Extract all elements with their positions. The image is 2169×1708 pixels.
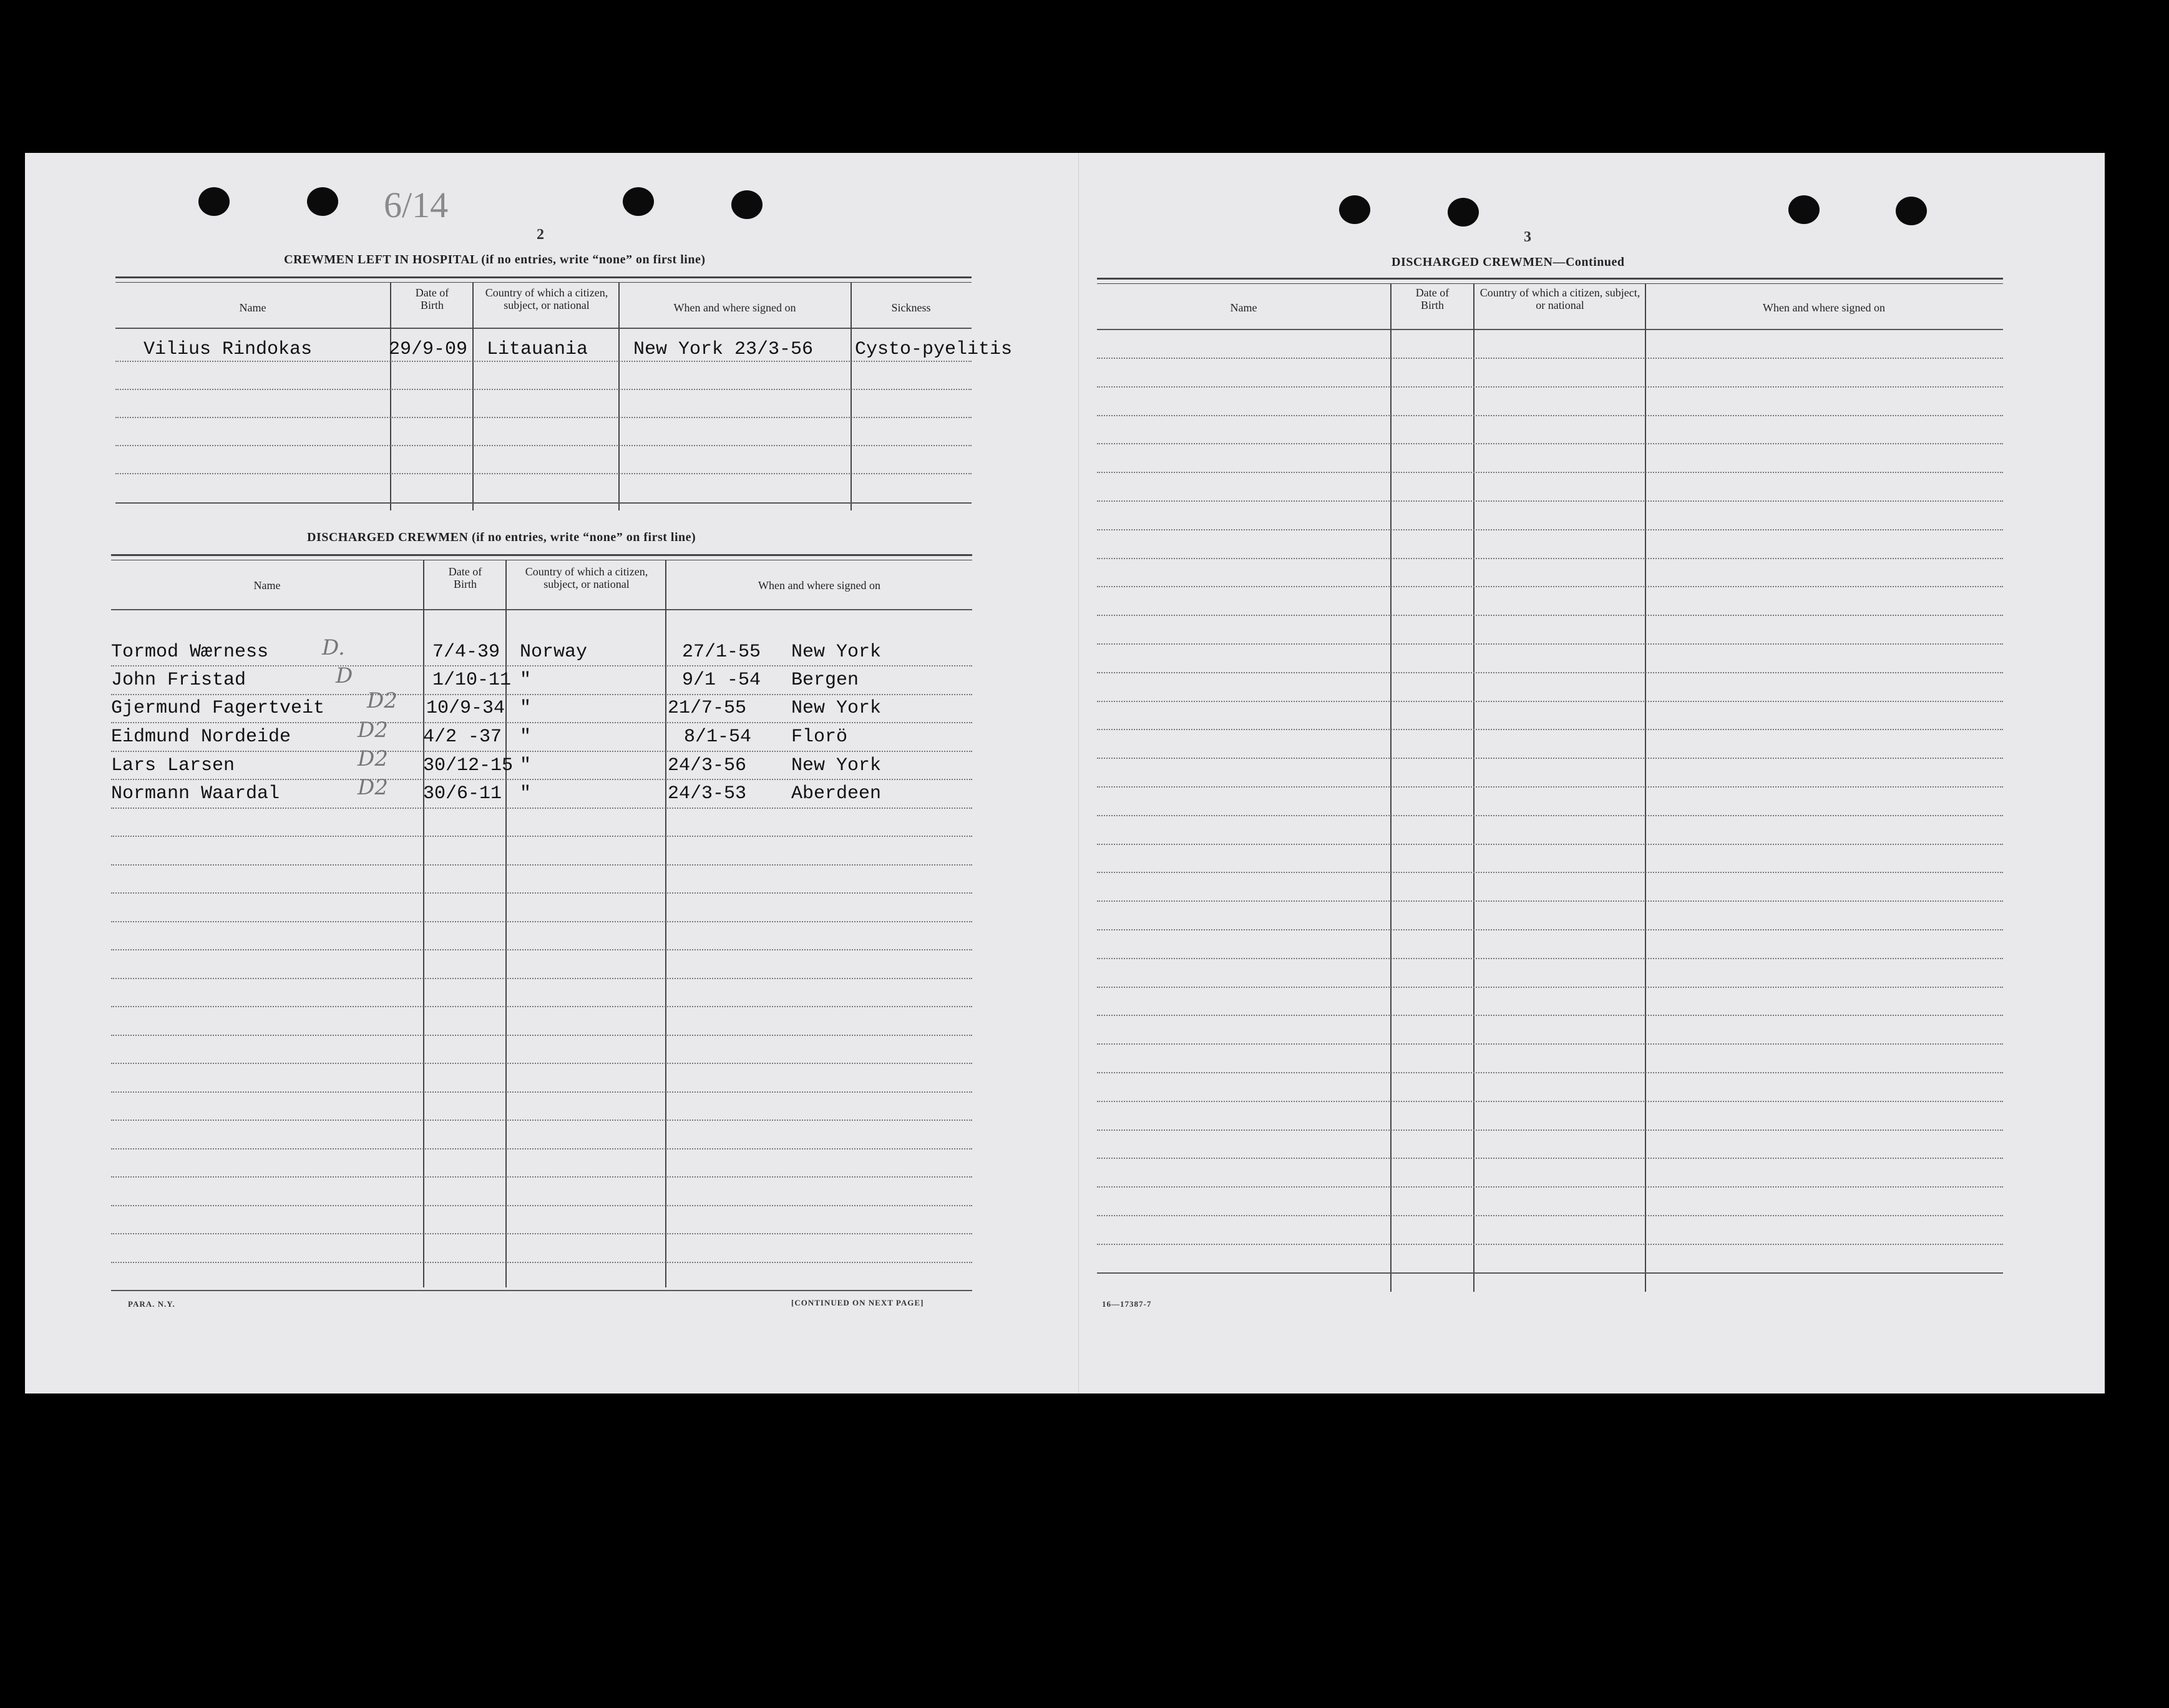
punch-hole <box>731 190 763 219</box>
col-header-signed-on: When and where signed on <box>673 301 796 314</box>
crew-name: John Fristad <box>111 670 246 691</box>
ruled-line <box>111 779 972 780</box>
col-header-signed-on: When and where signed on <box>758 579 880 592</box>
crew-country: Norway <box>520 642 588 663</box>
ruled-line <box>1097 443 2003 444</box>
crew-dob: 1/10-11 <box>432 670 512 691</box>
col-header-dob-text: Date of Birth <box>448 565 482 590</box>
ruled-line <box>111 836 972 837</box>
ruled-line <box>111 1148 972 1149</box>
punch-hole <box>198 187 230 216</box>
ruled-line <box>111 751 972 752</box>
crew-country: " <box>520 783 532 804</box>
ruled-line <box>1097 900 2003 902</box>
hospital-title-note: (if no entries, write “none” on first line) <box>481 253 706 266</box>
col-header-name: Name <box>253 579 281 592</box>
ruled-line <box>111 921 972 922</box>
ruled-line <box>111 722 972 723</box>
ruled-line <box>1097 672 2003 673</box>
crew-signed-place: New York <box>791 698 882 719</box>
col-header-dob <box>1393 286 1471 326</box>
hospital-dob: 29/9-09 <box>389 339 468 360</box>
ruled-line <box>1097 358 2003 359</box>
hospital-sickness: Cysto-pyelitis <box>855 339 1013 360</box>
punch-hole <box>1896 197 1927 225</box>
discharge-mark: D2 <box>358 718 388 743</box>
crew-signed-place: Aberdeen <box>791 783 882 804</box>
ruled-line <box>1097 586 2003 587</box>
crew-signed-date: 24/3-53 <box>668 783 747 804</box>
ruled-line <box>111 1006 972 1007</box>
ruled-line <box>1097 729 2003 730</box>
hospital-section-title <box>284 253 706 267</box>
ruled-line <box>1097 615 2003 616</box>
ruled-line <box>1097 1244 2003 1245</box>
ruled-line <box>111 1091 972 1093</box>
ruled-line <box>1097 1186 2003 1188</box>
crew-signed-place: New York <box>791 642 882 663</box>
crew-signed-place: New York <box>791 755 882 776</box>
ruled-line <box>111 864 972 866</box>
crew-signed-place: Florö <box>791 726 848 748</box>
ruled-line <box>1097 1130 2003 1131</box>
ruled-line <box>111 1233 972 1234</box>
crew-country: " <box>520 755 532 776</box>
ruled-line <box>1097 558 2003 559</box>
discharged-title-text: DISCHARGED CREWMEN <box>307 530 469 544</box>
ruled-line <box>111 1035 972 1036</box>
col-header-name: Name <box>1230 301 1257 314</box>
crew-name: Tormod Wærness <box>111 642 269 663</box>
manifest-sheet <box>25 153 2105 1393</box>
hospital-title-text: CREWMEN LEFT IN HOSPITAL <box>284 253 478 266</box>
ruled-line <box>1097 701 2003 702</box>
discharged-section-title <box>307 530 696 545</box>
ruled-line <box>111 1205 972 1206</box>
crew-signed-date: 8/1-54 <box>684 726 752 748</box>
crew-name: Normann Waardal <box>111 783 280 804</box>
crew-signed-date: 24/3-56 <box>668 755 747 776</box>
footer-continued: [CONTINUED ON NEXT PAGE] <box>791 1298 924 1307</box>
crew-dob: 30/12-15 <box>423 755 514 776</box>
col-header-country: Country of which a citizen, subject, or national <box>485 286 608 311</box>
crew-signed-date: 27/1-55 <box>682 642 761 663</box>
ruled-line <box>1097 472 2003 473</box>
crew-country: " <box>520 726 532 748</box>
ruled-line <box>1097 529 2003 530</box>
ruled-line <box>1097 1043 2003 1045</box>
crew-dob: 30/6-11 <box>423 783 502 804</box>
ruled-line <box>111 1290 972 1291</box>
ruled-line <box>1097 815 2003 816</box>
punch-hole <box>623 187 654 216</box>
punch-hole <box>307 187 338 216</box>
col-header-dob <box>426 565 504 607</box>
ruled-line <box>111 694 972 695</box>
crew-signed-date: 21/7-55 <box>668 698 747 719</box>
ruled-line <box>111 978 972 979</box>
col-header-country: Country of which a citizen, subject, or national <box>1479 286 1640 311</box>
ruled-line <box>1097 1015 2003 1016</box>
col-header-sickness: Sickness <box>891 301 931 314</box>
ruled-line <box>1097 1101 2003 1102</box>
col-header-country: Country of which a citizen, subject, or national <box>525 565 648 590</box>
crew-country: " <box>520 698 532 719</box>
ruled-line <box>1097 415 2003 416</box>
page-number: 3 <box>1524 229 1531 245</box>
page-number: 2 <box>537 227 544 243</box>
crew-dob: 10/9-34 <box>426 698 505 719</box>
folio-number: 6/14 <box>384 185 449 225</box>
discharge-mark: D2 <box>358 746 388 771</box>
page-fold <box>1078 153 1079 1393</box>
crew-name: Eidmund Nordeide <box>111 726 291 748</box>
ruled-line <box>1097 844 2003 845</box>
crew-name: Gjermund Fagertveit <box>111 698 325 719</box>
col-header-name: Name <box>239 301 266 314</box>
col-header-dob-text: Date of Birth <box>415 286 449 311</box>
ruled-line <box>1097 987 2003 988</box>
ruled-line <box>111 949 972 950</box>
footer-printer-mark: PARA. N.Y. <box>128 1299 175 1309</box>
ruled-line <box>1097 1072 2003 1073</box>
ruled-line <box>1097 1215 2003 1216</box>
punch-hole <box>1448 198 1479 227</box>
col-header-dob <box>393 286 471 325</box>
ruled-line <box>1097 758 2003 759</box>
discharge-mark: D2 <box>367 688 397 713</box>
crew-name: Lars Larsen <box>111 755 235 776</box>
ruled-line <box>1097 500 2003 502</box>
crew-signed-date: 9/1 -54 <box>682 670 761 691</box>
hospital-name: Vilius Rindokas <box>144 339 313 360</box>
ruled-line <box>1097 1158 2003 1159</box>
discharged-title-note: (if no entries, write “none” on first line) <box>471 530 696 544</box>
hospital-table <box>115 276 1013 507</box>
ruled-line <box>111 808 972 809</box>
hospital-country: Litauania <box>487 339 588 360</box>
ruled-line <box>111 892 972 894</box>
crew-country: " <box>520 670 532 691</box>
ruled-line <box>1097 1272 2003 1274</box>
col-header-signed-on: When and where signed on <box>1763 301 1885 314</box>
footer-form-number: 16—17387-7 <box>1102 1299 1152 1309</box>
ruled-line <box>111 1063 972 1064</box>
ruled-line <box>1097 786 2003 788</box>
discharge-mark: D. <box>322 635 345 660</box>
punch-hole <box>1788 195 1820 224</box>
ruled-line <box>1097 929 2003 930</box>
discharged-continued-title: DISCHARGED CREWMEN—Continued <box>1392 255 1625 269</box>
crew-signed-place: Bergen <box>791 670 859 691</box>
discharge-mark: D <box>336 663 353 688</box>
col-header-dob-text: Date of Birth <box>1415 286 1450 311</box>
discharged-continued-table <box>1097 278 2003 1295</box>
ruled-line <box>1097 643 2003 645</box>
ruled-line <box>1097 958 2003 959</box>
ruled-line <box>1097 872 2003 873</box>
crew-dob: 7/4-39 <box>432 642 500 663</box>
discharge-mark: D2 <box>358 775 388 800</box>
discharged-table <box>111 554 972 1297</box>
ruled-line <box>111 1120 972 1121</box>
ruled-line <box>111 1176 972 1178</box>
ruled-line <box>111 1262 972 1263</box>
ruled-line <box>1097 386 2003 388</box>
punch-hole <box>1339 195 1370 224</box>
crew-dob: 4/2 -37 <box>423 726 502 748</box>
ruled-line <box>111 665 972 666</box>
hospital-signed-on: New York 23/3-56 <box>633 339 814 360</box>
